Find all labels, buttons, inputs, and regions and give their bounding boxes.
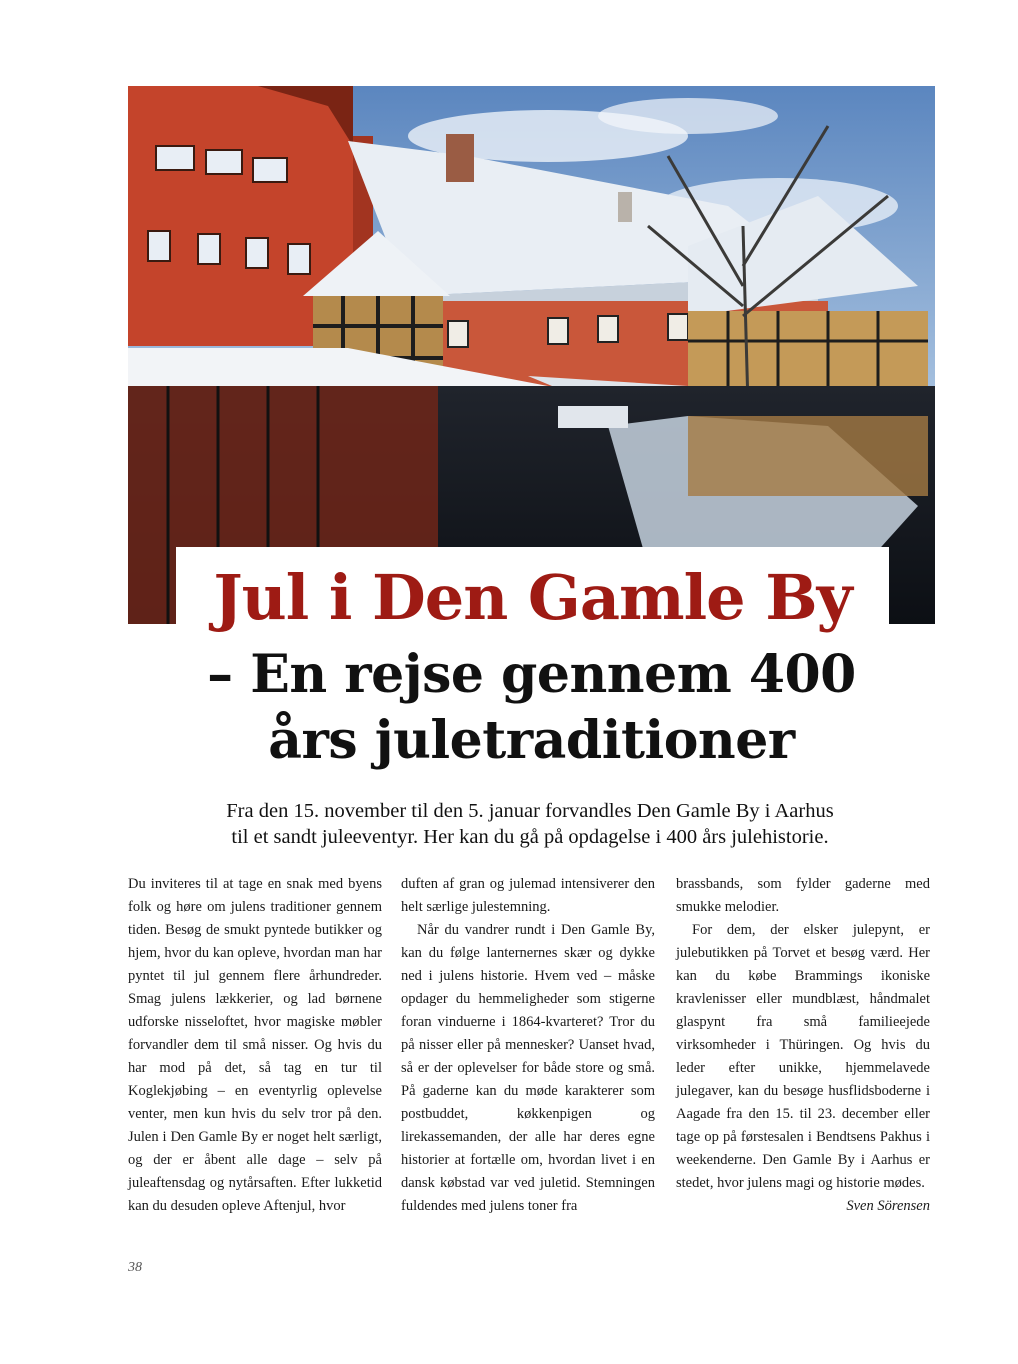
text-column-1 bbox=[128, 873, 382, 1218]
lead-line-2: til et sandt juleeventyr. Her kan du gå på opdagelse i 400 års julehistorie. bbox=[231, 826, 829, 848]
hero-photo bbox=[128, 86, 935, 624]
body-paragraph: brassbands, som fylder gaderne med smukke melodier. bbox=[676, 876, 930, 915]
text-column-3 bbox=[676, 873, 930, 1218]
article-subtitle bbox=[128, 642, 935, 774]
lead-line-1: Fra den 15. november til den 5. januar forvandles Den Gamle By i Aarhus bbox=[226, 800, 834, 822]
subtitle-line-2: års juletraditioner bbox=[268, 710, 795, 771]
author-signature: Sven Sörensen bbox=[846, 1198, 930, 1214]
text-column-2 bbox=[401, 873, 655, 1218]
article-title: Jul i Den Gamle By bbox=[213, 561, 852, 634]
subtitle-line-1: – En rejse gennem 400 bbox=[207, 644, 856, 705]
body-paragraph: For dem, der elsker julepynt, er julebutikken på Torvet et besøg værd. Her kan du købe Brammings ikoniske kravlenisser eller mundblæst, håndmalet glaspynt fra små familieejede virksomheder i Thüringen. Og hvis du leder efter unikke, hjemmelavede julegaver, kan du besøge husflidsboderne i Aagade fra den 15. til 23. december eller tage op på førstesalen i Bendtsens Pakhus i weekenderne. Den Gamle By i Aarhus er stedet, hvor julens magi og historie mødes. bbox=[676, 922, 930, 1191]
body-paragraph: Når du vandrer rundt i Den Gamle By, kan du følge lanternernes skær og dykke ned i julens historie. Hvem ved – måske opdager du hemmeligheder som stigerne foran vinduerne i 1864-kvarteret? Tror du på nisser eller på mennesker? Uanset hvad, så er der oplevelser for både store og små. På gaderne kan du møde karakterer som postbuddet, køkkenpigen og lirekassemanden, der alle har deres egne historier at fortælle om, hvordan livet i en dansk købstad var ved juletid. Stemningen fuldendes med julens toner fra bbox=[401, 922, 655, 1214]
page-number: 38 bbox=[128, 1260, 142, 1275]
body-paragraph: Du inviteres til at tage en snak med byens folk og høre om julens traditioner gennem tiden. Besøg de smukt pyntede butikker og hjem, hvor du kan opleve, hvordan man har pyntet til jul gennem flere århundreder. Smag julens lækkerier, og lad børnene udforske nisseloftet, hvor magiske møbler forvandler dem til små nisser. Og hvis du har mod på det, så tag en tur til Koglekjøbing – en eventyrlig oplevelse venter, men kun hvis du selv tror på den. Julen i Den Gamle By er noget helt særligt, og der er åbent alle dage – selv på juleaftensdag og nytårsaften. Efter lukketid kan du desuden opleve Aftenjul, hvor bbox=[128, 876, 382, 1214]
body-paragraph: duften af gran og julemad intensiverer den helt særlige julestemning. bbox=[401, 876, 655, 915]
lead-paragraph bbox=[170, 798, 890, 850]
